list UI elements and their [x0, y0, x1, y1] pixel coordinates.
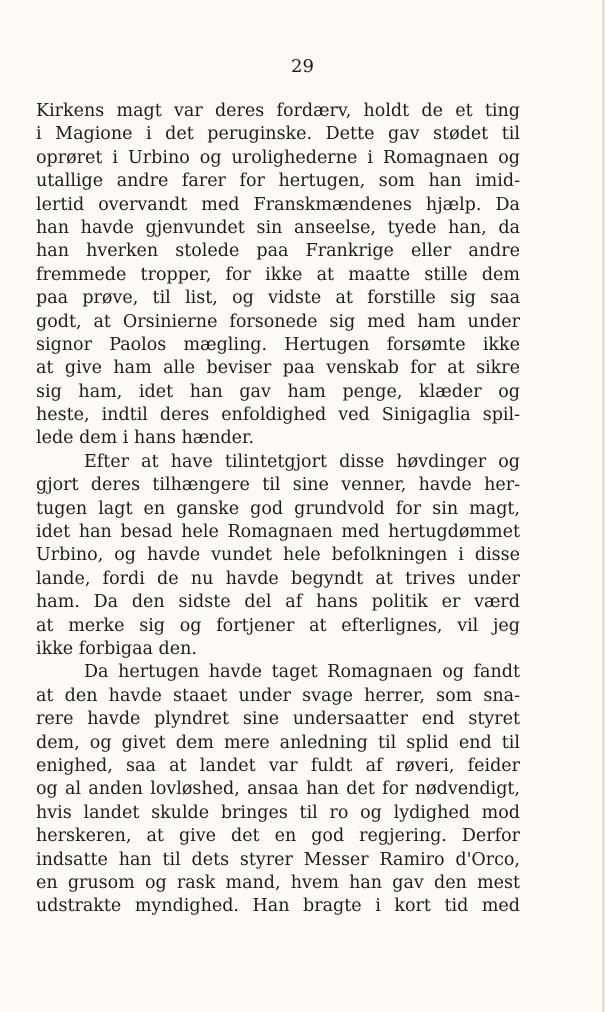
text-line: han hverken stolede paa Frankrige eller andre	[36, 241, 520, 262]
text-line: Urbino, og havde vundet hele befolkningen i disse	[36, 545, 520, 566]
text-line: i Magione i det peruginske. Dette gav stødet til	[36, 124, 520, 145]
text-line: sig ham, idet han gav ham penge, klæder og	[36, 381, 520, 402]
text-line: udstrakte myndighed. Han bragte i kort tid med	[36, 896, 520, 917]
text-line: han havde gjenvundet sin anseelse, tyede han, da	[36, 217, 520, 238]
text-line: at give ham alle beviser paa venskab for at sikre	[36, 358, 520, 379]
text-line: gjort deres tilhængere til sine venner, havde her-	[36, 475, 520, 496]
text-line: lede dem i hans hænder.	[36, 428, 255, 449]
body-text	[36, 100, 520, 919]
text-line: lertid overvandt med Franskmændenes hjælp. Da	[36, 194, 520, 215]
text-line: idet han besad hele Romagnaen med hertugdømmet	[36, 522, 520, 543]
text-line: utallige andre farer for hertugen, som han imid-	[36, 171, 520, 192]
text-line: Efter at have tilintetgjort disse høvdinger og	[84, 451, 520, 472]
text-line: paa prøve, til list, og vidste at forstille sig saa	[36, 288, 520, 309]
text-line: Kirkens magt var deres fordærv, holdt de et ting	[36, 101, 520, 121]
page-number: 29	[291, 56, 314, 77]
text-line: Da hertugen havde taget Romagnaen og fandt	[84, 662, 520, 683]
text-line: ham. Da den sidste del af hans politik er værd	[36, 592, 520, 613]
text-line: indsatte han til dets styrer Messer Ramiro d'Orco,	[36, 849, 520, 870]
text-line: en grusom og rask mand, hvem han gav den mest	[36, 872, 520, 893]
text-line: rere havde plyndret sine undersaatter end styret	[36, 709, 520, 730]
text-line: oprøret i Urbino og urolighederne i Romagnaen og	[36, 147, 520, 168]
text-line: dem, og givet dem mere anledning til splid end til	[36, 732, 520, 753]
text-line: herskeren, at give det en god regjering. Derfor	[36, 826, 520, 847]
text-line: fremmede tropper, for ikke at maatte stille dem	[36, 264, 520, 285]
text-line: ikke forbigaa den.	[36, 638, 197, 659]
text-line: signor Paolos mægling. Hertugen forsømte ikke	[36, 334, 520, 355]
text-line: godt, at Orsinierne forsonede sig med ham under	[36, 311, 520, 332]
text-line: at merke sig og fortjener at efterlignes, vil jeg	[36, 615, 520, 636]
text-line: og al anden lovløshed, ansaa han det for nødvendigt,	[36, 779, 520, 800]
text-line: heste, indtil deres enfoldighed ved Sinigaglia spil-	[36, 405, 520, 426]
text-line: at den havde staaet under svage herrer, som sna-	[36, 685, 520, 706]
text-line: enighed, saa at landet var fuldt af røveri, feider	[36, 755, 520, 776]
text-line: hvis landet skulde bringes til ro og lydighed mod	[36, 802, 520, 823]
text-line: tugen lagt en ganske god grundvold for sin magt,	[36, 498, 520, 519]
text-line: lande, fordi de nu havde begyndt at trives under	[36, 568, 520, 589]
